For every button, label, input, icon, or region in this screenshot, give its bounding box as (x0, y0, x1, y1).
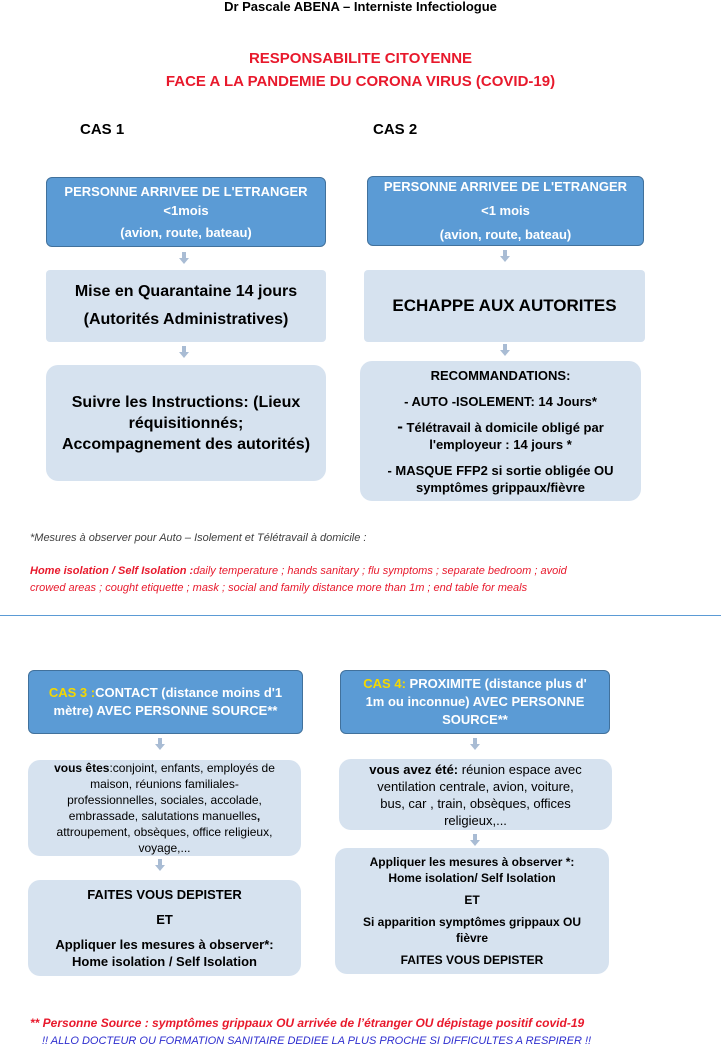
cas3-action-line4: Home isolation / Self Isolation (72, 954, 257, 969)
cas1-arrival-line3: (avion, route, bateau) (120, 225, 252, 240)
cas2-escape-text: ECHAPPE AUX AUTORITES (392, 296, 617, 315)
cas4-proximity-box (340, 670, 610, 734)
cas1-label: CAS 1 (80, 121, 125, 138)
cas4-action-line6: FAITES VOUS DEPISTER (400, 953, 544, 967)
home-isolation-note: Home isolation / Self Isolation :daily temperature ; hands sanitary ; flu symptoms ; separate bedroom ; avoid crowed areas ; cought etiquette ; mask ; social and family distance more than 1m ; end table for meals (30, 565, 567, 594)
section-divider (0, 615, 721, 616)
cas1-quarantine-line1: Mise en Quarantaine 14 jours (74, 283, 298, 300)
cas2-arrival-line1: PERSONNE ARRIVEE DE L'ETRANGER (383, 179, 628, 194)
arrow-down-icon (155, 744, 165, 750)
footer-emergency-note: !! ALLO DOCTEUR OU FORMATION SANITAIRE DEDIEE LA PLUS PROCHE SI DIFFICULTES A RESPIRER !! (42, 1035, 592, 1047)
cas2-escape-box (364, 270, 645, 342)
cas1-instructions-line3: Accompagnement des autorités) (61, 435, 311, 453)
cas1-arrival-line2: <1mois (163, 203, 209, 218)
cas2-arrival-line3: (avion, route, bateau) (439, 227, 572, 242)
cas4-title-line1: CAS 4: PROXIMITE (distance plus d' (363, 676, 587, 691)
cas2-arrival-box (367, 176, 644, 246)
cas2-reco-item3: - MASQUE FFP2 si sortie obligée OU (387, 462, 614, 478)
cas2-reco-item3b: symptômes grippaux/fièvre (415, 479, 586, 495)
cas4-action-box (335, 848, 609, 974)
cas2-reco-item2: - Télétravail à domicile obligé par (397, 416, 604, 436)
cas4-title-line2: 1m ou inconnue) AVEC PERSONNE (365, 694, 585, 709)
cas3-line1: vous êtes:conjoint, enfants, employés de (54, 761, 275, 775)
cas1-arrival-box (46, 177, 326, 247)
cas4-action-line2: Home isolation/ Self Isolation (388, 871, 556, 885)
arrow-down-icon (500, 256, 510, 262)
cas2-reco-item1: - AUTO -ISOLEMENT: 14 Jours* (404, 393, 597, 409)
cas4-action-line1: Appliquer les mesures à observer *: (369, 855, 575, 869)
cas3-action-box (28, 880, 301, 976)
cas3-action-line2: ET (156, 912, 173, 927)
cas2-reco-item2b: l'employeur : 14 jours * (429, 436, 572, 452)
cas2-recommendations-box (360, 361, 641, 501)
cas4-action-line4: Si apparition symptômes grippaux OU (362, 915, 582, 929)
cas3-title-line2: mètre) AVEC PERSONNE SOURCE** (53, 703, 278, 718)
cas3-contact-box (28, 670, 303, 734)
author-line: Dr Pascale ABENA – Interniste Infectiologue (224, 0, 497, 14)
cas3-line5: attroupement, obsèques, office religieux, (56, 825, 273, 839)
cas3-title-line1: CAS 3 :CONTACT (distance moins d'1 (48, 685, 283, 700)
footer-source-note: ** Personne Source : symptômes grippaux OU arrivée de l’étranger OU dépistage positif covid-19 (30, 1016, 585, 1030)
cas1-quarantine-box (46, 270, 326, 342)
cas3-line2: maison, réunions familiales- (90, 777, 239, 791)
arrow-down-icon (470, 840, 480, 846)
cas3-line4: embrassade, salutations manuelles, (68, 809, 261, 823)
cas4-line4: religieux,... (444, 812, 507, 828)
cas4-title-line3: SOURCE** (442, 712, 508, 727)
arrow-down-icon (155, 865, 165, 871)
page-title-line1: RESPONSABILITE CITOYENNE (248, 50, 473, 67)
measures-heading: *Mesures à observer pour Auto – Isolement et Télétravail à domicile : (30, 532, 367, 544)
cas3-line6: voyage,... (138, 841, 191, 855)
cas3-action-line1: FAITES VOUS DEPISTER (87, 887, 242, 902)
cas4-action-line5: fièvre (455, 931, 489, 945)
cas1-instructions-line2: réquisitionnés; (128, 414, 244, 432)
cas2-label: CAS 2 (373, 121, 418, 138)
cas3-you-are-box (28, 760, 301, 856)
cas1-quarantine-line2: (Autorités Administratives) (83, 311, 289, 328)
cas3-action-line3: Appliquer les mesures à observer*: (55, 937, 274, 952)
cas2-reco-heading: RECOMMANDATIONS: (430, 367, 571, 383)
cas1-instructions-line1: Suivre les Instructions: (Lieux (71, 393, 301, 411)
cas4-action-line3: ET (464, 893, 480, 907)
arrow-down-icon (500, 350, 510, 356)
cas2-arrival-line2: <1 mois (481, 203, 530, 218)
arrow-down-icon (470, 744, 480, 750)
cas4-line2: ventilation centrale, avion, voiture, (377, 778, 574, 794)
cas4-you-were-box (339, 759, 612, 830)
cas4-line3: bus, car , train, obsèques, offices (380, 795, 571, 811)
arrow-down-icon (179, 258, 189, 264)
cas1-arrival-line1: PERSONNE ARRIVEE DE L'ETRANGER (64, 184, 308, 199)
cas3-line3: professionnelles, sociales, accolade, (67, 793, 262, 807)
cas1-instructions-box (46, 365, 326, 481)
page-title-line2: FACE A LA PANDEMIE DU CORONA VIRUS (COVID-19) (165, 73, 556, 90)
cas4-line1: vous avez été: réunion espace avec (369, 761, 582, 777)
arrow-down-icon (179, 352, 189, 358)
